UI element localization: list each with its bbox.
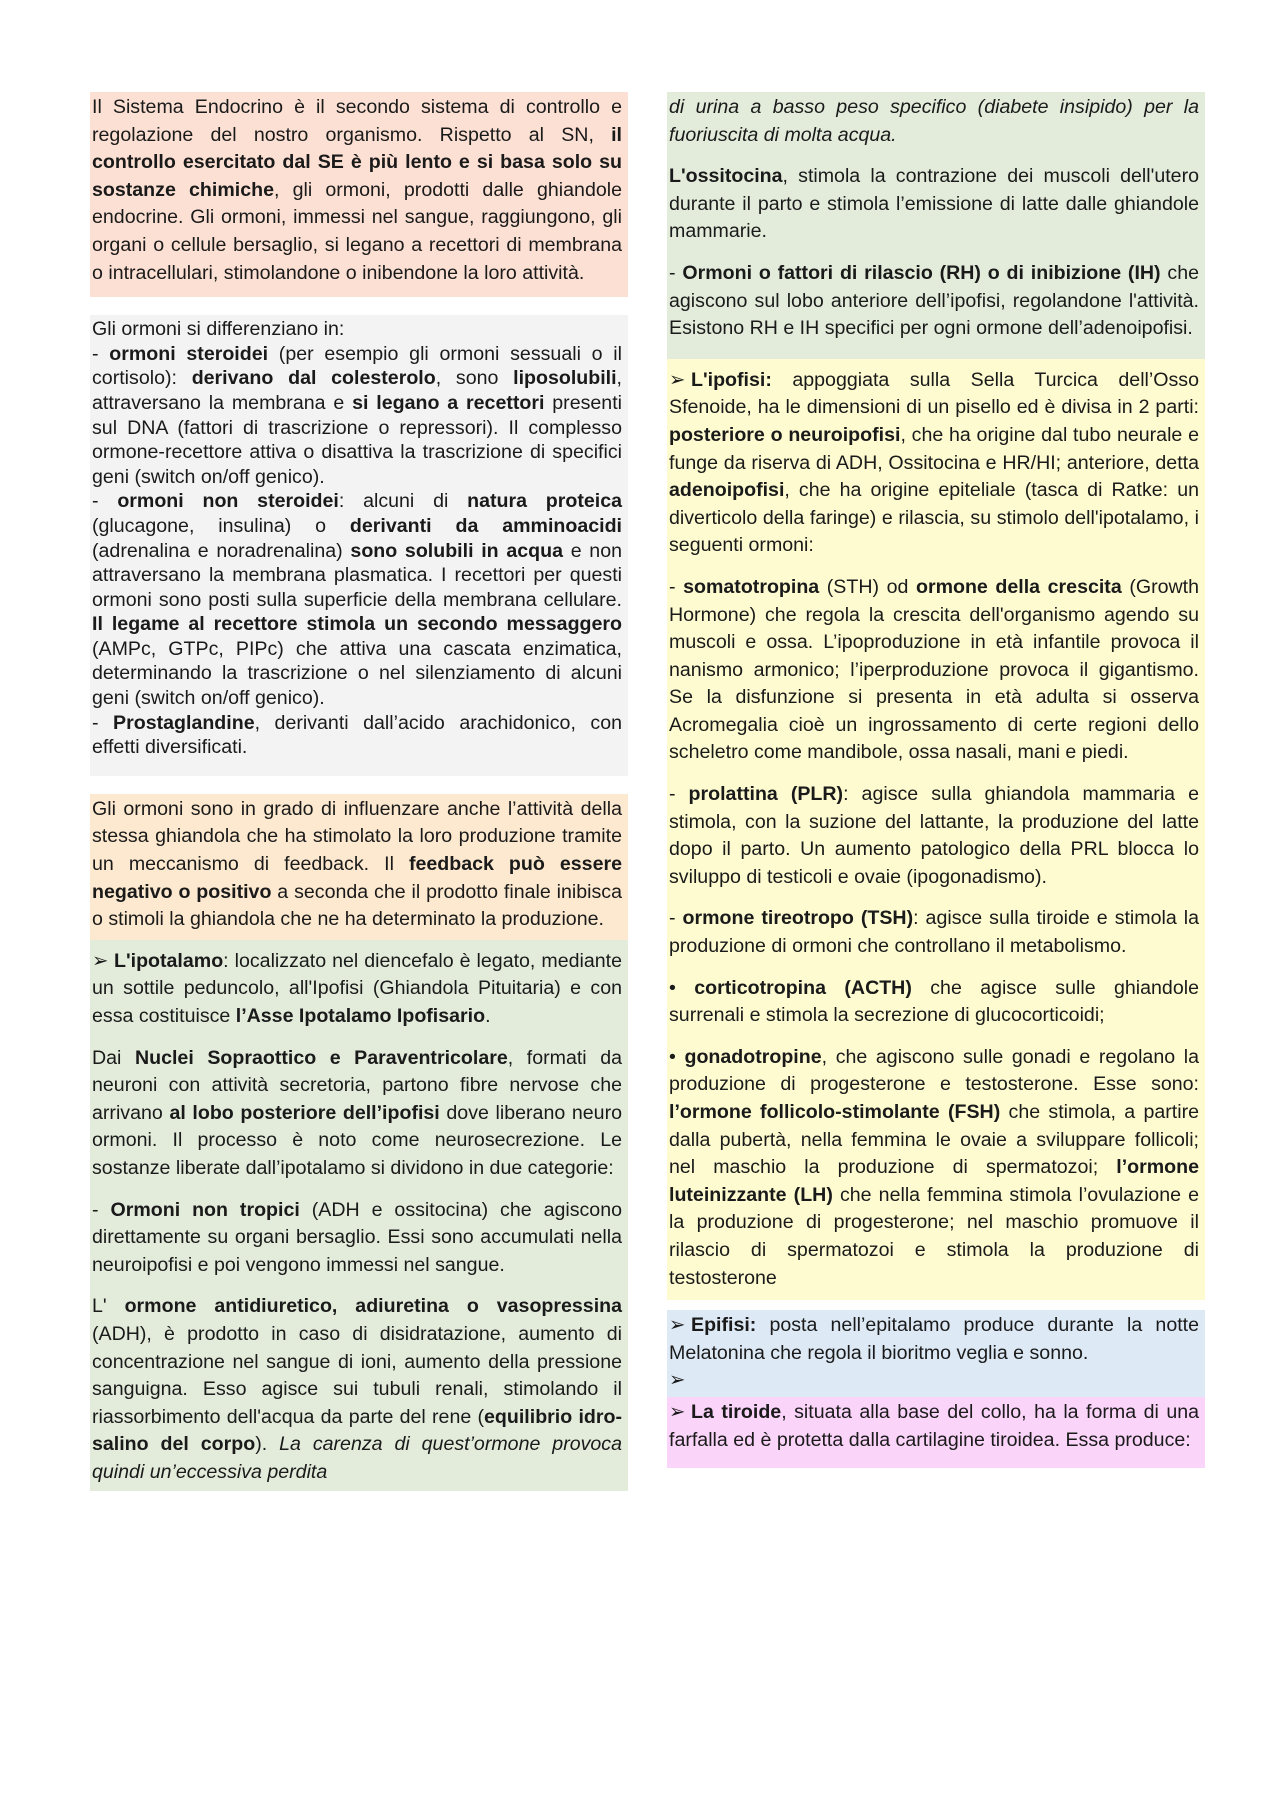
text-run: , attraversano la membrana e <box>92 367 622 414</box>
text-run: - <box>92 342 110 365</box>
bold-term: Nuclei Sopraottico e Paraventricolare <box>134 1046 508 1069</box>
bold-term: derivano dal colesterolo <box>191 367 436 390</box>
gonadotropine-paragraph <box>669 1044 1199 1292</box>
bold-term: gonadotropine <box>684 1045 822 1068</box>
bold-term: posteriore o neuroipofisi <box>669 423 901 446</box>
text-run: : localizzato nel diencefalo è legato, mediante un sottile peduncolo, all'Ipofisi (Ghiandola Pituitaria) e con essa costituisce <box>92 949 622 1027</box>
neuroipofisi-section <box>667 92 1205 359</box>
hormone-types-title: Gli ormoni si differenziano in: <box>92 318 345 341</box>
arrow-bullet-icon: ➢ <box>669 368 686 391</box>
italic-text: di urina a basso peso specifico (diabete insipido) per la fuoriuscita di molta acqua. <box>669 96 1199 146</box>
nuclei-paragraph <box>92 1045 622 1183</box>
bold-term: ormoni non steroidei <box>117 490 339 513</box>
right-column <box>667 92 1205 1468</box>
bold-term: ormoni steroidei <box>109 342 269 365</box>
epifisi-paragraph <box>669 1312 1199 1367</box>
spacer <box>669 961 1199 975</box>
non-tropici-paragraph <box>92 1197 622 1280</box>
tsh-paragraph <box>669 905 1199 960</box>
text-run: , che agiscono sulle gonadi e regolano la produzione di progesterone e testosterone. Esse sono: <box>669 1045 1199 1096</box>
text-run: che agiscono sul lobo anteriore dell’ipofisi, regolandone l'attività. Esistono RH e IH specifici per ogni ormone dell’adenoipofisi. <box>669 261 1200 340</box>
text-run: presenti sul DNA (fattori di trascrizione o repressori). Il complesso ormone-recettore attiva o disattiva la trascrizione di specifici geni (switch on/off genico). <box>92 391 622 488</box>
hormone-type-steroid <box>92 342 622 490</box>
text-run: e non attraversano la membrana plasmatica. I recettori per questi ormoni sono posti sulla superficie della membrana cellulare. <box>92 539 622 611</box>
sth-paragraph <box>669 574 1199 767</box>
acth-paragraph <box>669 975 1199 1030</box>
text-run: (AMPc, GTPc, PIPc) che attiva una cascata enzimatica, determinando la trascrizione o nel silenziamento di alcuni geni (switch on/off genico). <box>92 637 622 710</box>
bold-term: Ormoni non tropici <box>110 1198 300 1221</box>
hormone-types-section <box>90 315 628 776</box>
bold-term: ormone antidiuretico, adiuretina o vasopressina <box>124 1295 623 1318</box>
text-run: a seconda che il prodotto finale inibisca o stimoli la ghiandola che ne ha determinato la produzione. <box>92 880 622 931</box>
spacer <box>92 1279 622 1293</box>
text-run: (ADH e ossitocina) che agiscono direttamente su organi bersaglio. Essi sono accumulati nella neuroipofisi e poi vengono immessi nel sangue. <box>92 1198 622 1276</box>
text-run: (adrenalina e noradrenalina) <box>92 539 351 562</box>
spacer <box>669 246 1199 260</box>
text-run: , che ha origine dal tubo neurale e funge da riserva di ADH, Ossitocina e HR/HI; anteriore, detta <box>669 423 1199 474</box>
text-run: : alcuni di <box>338 490 468 513</box>
bold-term: l’ormone luteinizzante (LH) <box>669 1156 1199 1206</box>
spacer <box>669 891 1199 905</box>
bold-term: feedback può essere negativo o positivo <box>92 853 622 903</box>
spacer <box>669 343 1199 353</box>
bold-term: ormone tireotropo (TSH) <box>682 907 914 930</box>
text-run: che agisce sulle ghiandole surrenali e stimola la secrezione di glucocorticoidi; <box>669 976 1199 1027</box>
text-run: - <box>92 711 114 734</box>
ipotalamo-heading <box>92 948 622 1031</box>
bold-term: liposolubili <box>513 367 617 390</box>
epifisi-extra-bullet: ➢ <box>669 1369 686 1392</box>
bold-term: Epifisi: <box>691 1314 757 1337</box>
arrow-bullet-icon: ➢ <box>669 1400 686 1423</box>
epifisi-section <box>667 1310 1205 1397</box>
intro-text <box>92 94 622 287</box>
bold-term: L'ipotalamo <box>114 949 224 972</box>
text-run: (ADH), è prodotto in caso di disidratazione, aumento di concentrazione nel sangue di ioni, aumento della pressione sanguigna. Esso agisce sui tubuli renali, stimolando il riassorbimento dell'acqua da parte del rene ( <box>92 1322 622 1428</box>
text-run: - <box>669 783 689 806</box>
bold-term: ormone della crescita <box>915 575 1122 598</box>
bold-term: Ormoni o fattori di rilascio (RH) o di inibizione (IH) <box>682 261 1161 284</box>
bold-term: sono solubili in acqua <box>350 539 563 562</box>
spacer <box>90 297 628 315</box>
feedback-paragraph <box>90 794 628 940</box>
spacer <box>669 767 1199 781</box>
ossitocina-paragraph <box>669 163 1199 246</box>
bold-term: derivanti da amminoacidi <box>349 514 622 537</box>
hormone-type-non-steroid <box>92 489 622 710</box>
spacer <box>669 560 1199 574</box>
spacer <box>669 149 1199 163</box>
intro-paragraph <box>90 92 628 297</box>
bold-term: corticotropina (ACTH) <box>694 976 912 999</box>
bold-term: somatotropina <box>683 575 820 598</box>
bold-term: L'ossitocina <box>669 165 783 188</box>
text-run: che nella femmina stimola l’ovulazione e la produzione di progesterone; nel maschio promuove il rilascio di spermatozoi e stimola la produzione di testosterone <box>669 1183 1199 1289</box>
plr-paragraph <box>669 781 1199 891</box>
text-run: posta nell’epitalamo produce durante la notte Melatonina che regola il bioritmo veglia e sonno. <box>669 1314 1199 1364</box>
bold-term: l’Asse Ipotalamo Ipofisario <box>235 1005 486 1027</box>
left-column <box>90 92 628 1491</box>
text-run: , formati da neuroni con attività secretoria, partono fibre nervose che arrivano <box>92 1046 622 1124</box>
tiroide-section <box>667 1397 1205 1468</box>
adh-continued <box>669 94 1199 149</box>
arrow-bullet-icon: ➢ <box>92 949 109 972</box>
bold-term: al lobo posteriore dell’ipofisi <box>169 1101 440 1124</box>
text-run: Il Sistema Endocrino è il secondo sistema di controllo e regolazione del nostro organismo. Rispetto al SN, <box>92 96 622 146</box>
hormone-type-prostaglandin <box>92 711 622 760</box>
spacer <box>92 1183 622 1197</box>
text-run: dove liberano neuro ormoni. Il processo è noto come neurosecrezione. Le sostanze liberate dall’ipotalamo si dividono in due categorie: <box>92 1101 623 1179</box>
text-run: • <box>669 976 695 999</box>
text-run: , sono <box>435 367 514 390</box>
text-run: (Growth Hormone) che regola la crescita dell'organismo agendo su muscoli e ossa. L’ipoproduzione in età infantile provoca il nanismo armonico; l’iperproduzione provoca il gigantismo. Se la disfunzione si presenta in età adulta si osserva Acromegalia cioè un ingrossamento di certe regioni dello scheletro come mandibole, ossa nasali, mani e piedi. <box>669 575 1199 764</box>
text-run: appoggiata sulla Sella Turcica dell’Osso Sfenoide, ha le dimensioni di un pisello ed è divisa in 2 parti: <box>669 368 1199 419</box>
ipofisi-section <box>667 359 1205 1300</box>
bold-term: Il legame al recettore stimola un secondo messaggero <box>92 613 622 636</box>
rh-ih-paragraph <box>669 260 1199 343</box>
text-run: che stimola, a partire dalla pubertà, nella femmina le ovaie a sviluppare follicoli; nel maschio la produzione di spermatozoi; <box>669 1101 1199 1179</box>
bold-term: prolattina (PLR) <box>688 783 844 806</box>
bold-term: L'ipofisi: <box>691 368 772 391</box>
bold-term: adenoipofisi <box>669 479 785 502</box>
text-run: (STH) od <box>819 575 916 598</box>
text-run: L' <box>92 1295 125 1318</box>
text-run: (glucagone, insulina) o <box>92 514 350 537</box>
spacer <box>92 1031 622 1045</box>
bold-term: natura proteica <box>467 490 622 513</box>
text-run: - <box>669 907 683 930</box>
italic-text: La carenza di quest’ormone provoca quindi un’eccessiva perdita <box>92 1433 622 1483</box>
bold-term: Prostaglandine <box>113 711 255 734</box>
tiroide-paragraph <box>669 1399 1199 1454</box>
text-run: : agisce sulla ghiandola mammaria e stimola, con la suzione del lattante, la produzione del latte dopo il parto. Un aumento patologico della PRL blocca lo sviluppo di testicoli e ovaie (ipogonadismo). <box>669 783 1199 888</box>
ipotalamo-section <box>90 940 628 1491</box>
text-run: Dai <box>92 1046 135 1069</box>
text-run: , situata alla base del collo, ha la forma di una farfalla ed è protetta dalla cartilagine tiroidea. Essa produce: <box>669 1400 1200 1451</box>
text-run: ). <box>255 1433 280 1456</box>
bold-term: l’ormone follicolo-stimolante (FSH) <box>669 1101 1001 1123</box>
text-run: : agisce sulla tiroide e stimola la produzione di ormoni che controllano il metabolismo. <box>669 907 1199 958</box>
text-run: , stimola la contrazione dei muscoli dell'utero durante il parto e stimola l’emissione di latte dalle ghiandole mammarie. <box>669 165 1199 243</box>
arrow-bullet-icon: ➢ <box>669 1314 686 1337</box>
text-run: , derivanti dall’acido arachidonico, con effetti diversificati. <box>92 711 622 759</box>
spacer <box>667 1300 1205 1310</box>
spacer <box>669 1030 1199 1044</box>
text-run: Gli ormoni sono in grado di influenzare anche l’attività della stessa ghiandola che ha stimolato la loro produzione tramite un meccanismo di feedback. Il <box>92 797 622 876</box>
text-run: • <box>669 1045 685 1068</box>
feedback-text <box>92 796 622 934</box>
text-run: , che ha origine epiteliale (tasca di Ratke: un diverticolo della faringe) e rilascia, su stimolo dell'ipotalamo, i seguenti ormoni: <box>669 479 1199 557</box>
text-run: , gli ormoni, prodotti dalle ghiandole endocrine. Gli ormoni, immessi nel sangue, raggiungono, gli organi o cellule bersaglio, si legano a recettori di membrana o intracellulari, stimolandone o inibendone la loro attività. <box>92 178 622 284</box>
bold-term: si legano a recettori <box>352 391 545 414</box>
bold-term: La tiroide <box>691 1400 782 1423</box>
bold-term: il controllo esercitato dal SE è più lento e si basa solo su sostanze chimiche <box>92 123 622 201</box>
text-run: . <box>485 1005 491 1027</box>
text-run: - <box>92 490 118 513</box>
text-run: (per esempio gli ormoni sessuali o il cortisolo): <box>92 342 622 390</box>
text-run: - <box>669 261 683 284</box>
ipofisi-heading <box>669 367 1199 560</box>
bold-term: equilibrio idro-salino del corpo <box>92 1405 622 1456</box>
adh-paragraph <box>92 1293 622 1486</box>
text-run: - <box>92 1198 111 1221</box>
text-run: - <box>669 575 684 598</box>
spacer <box>90 776 628 794</box>
